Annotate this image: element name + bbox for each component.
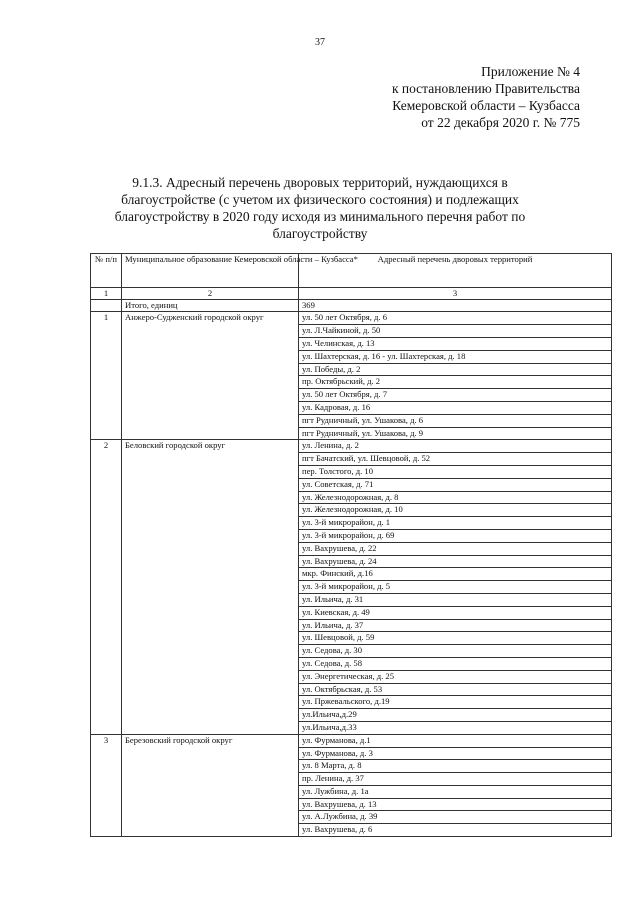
- address-cell: ул. 3-й микрорайон, д. 1: [299, 517, 612, 530]
- address-cell: ул. Железнодорожная, д. 10: [299, 504, 612, 517]
- address-cell: ул. Шахтерская, д. 16 - ул. Шахтерская, д. 18: [299, 350, 612, 363]
- address-cell: ул. 3-й микрорайон, д. 69: [299, 529, 612, 542]
- appendix-line-1: Приложение № 4: [481, 64, 580, 79]
- address-cell: ул. 3-й микрорайон, д. 5: [299, 581, 612, 594]
- address-cell: ул. Фурманова, д. 3: [299, 747, 612, 760]
- appendix-line-2: к постановлению Правительства: [391, 81, 580, 96]
- address-cell: ул. Вахрушева, д. 22: [299, 542, 612, 555]
- column-number-row: [91, 288, 612, 300]
- address-cell: пр. Октябрьский, д. 2: [299, 376, 612, 389]
- address-cell: ул.Ильича,д.29: [299, 709, 612, 722]
- address-cell: ул. Ильича, д. 37: [299, 619, 612, 632]
- column-number: 3: [299, 288, 612, 300]
- address-cell: ул. 50 лет Октября, д. 7: [299, 389, 612, 402]
- municipality-name: Анжеро-Судженский городской округ: [122, 312, 299, 440]
- table-row: [91, 312, 612, 325]
- address-cell: ул. Октябрьская, д. 53: [299, 683, 612, 696]
- table-row: [91, 734, 612, 747]
- address-cell: ул. Кадровая, д. 16: [299, 401, 612, 414]
- address-cell: пгт Рудничный, ул. Ушакова, д. 9: [299, 427, 612, 440]
- address-cell: ул. Седова, д. 58: [299, 657, 612, 670]
- address-cell: ул. Вахрушева, д. 6: [299, 824, 612, 837]
- page-number: 37: [315, 37, 325, 48]
- municipality-name: Беловский городской округ: [122, 440, 299, 734]
- address-cell: ул. Победы, д. 2: [299, 363, 612, 376]
- table-header-row: [91, 254, 612, 288]
- address-cell: мкр. Финский, д.16: [299, 568, 612, 581]
- address-cell: ул. Фурманова, д.1: [299, 734, 612, 747]
- appendix-line-3: Кемеровской области – Кузбасса: [392, 98, 580, 113]
- address-cell: ул. Ильича, д. 31: [299, 593, 612, 606]
- address-cell: ул. Седова, д. 30: [299, 645, 612, 658]
- row-number: 1: [91, 312, 122, 440]
- address-cell: ул. А.Лужбина, д. 39: [299, 811, 612, 824]
- address-cell: ул. Энергетическая, д. 25: [299, 670, 612, 683]
- address-cell: пер. Толстого, д. 10: [299, 465, 612, 478]
- address-cell: пр. Ленина, д. 37: [299, 773, 612, 786]
- table-row: [91, 440, 612, 453]
- appendix-block: [340, 63, 580, 131]
- address-cell: ул. Челинская, д. 13: [299, 338, 612, 351]
- total-value: 369: [299, 300, 612, 312]
- address-cell: ул. Советская, д. 71: [299, 478, 612, 491]
- total-num-cell: [91, 300, 122, 312]
- appendix-line-4: от 22 декабря 2020 г. № 775: [421, 115, 580, 130]
- address-cell: ул.Ильича,д.33: [299, 721, 612, 734]
- address-cell: пгт Рудничный, ул. Ушакова, д. 6: [299, 414, 612, 427]
- address-cell: пгт Бачатский, ул. Шевцовой, д. 52: [299, 453, 612, 466]
- address-cell: ул. Лужбина, д. 1а: [299, 785, 612, 798]
- row-number: 3: [91, 734, 122, 836]
- header-municipality: Муниципальное образование Кемеровской области – Кузбасса*: [122, 254, 299, 288]
- address-cell: ул. Вахрушева, д. 13: [299, 798, 612, 811]
- address-cell: ул. Ленина, д. 2: [299, 440, 612, 453]
- section-title: 9.1.3. Адресный перечень дворовых территорий, нуждающихся в благоустройстве (с учетом их физического состояния) и подлежащих благоустройству в 2020 году исходя из минимального перечня работ по благоустройству: [114, 175, 526, 241]
- header-num: № п/п: [91, 254, 122, 288]
- address-cell: ул. Киевская, д. 49: [299, 606, 612, 619]
- municipality-name: Березовский городской округ: [122, 734, 299, 836]
- address-cell: ул. Вахрушева, д. 24: [299, 555, 612, 568]
- address-cell: ул. Железнодорожная, д. 8: [299, 491, 612, 504]
- address-table: [90, 253, 612, 837]
- column-number: 2: [122, 288, 299, 300]
- column-number: 1: [91, 288, 122, 300]
- header-addresses: Адресный перечень дворовых территорий: [299, 254, 612, 288]
- row-number: 2: [91, 440, 122, 734]
- address-cell: ул. 50 лет Октября, д. 6: [299, 312, 612, 325]
- total-row: [91, 300, 612, 312]
- address-cell: ул. Шевцовой, д. 59: [299, 632, 612, 645]
- total-label: Итого, единиц: [122, 300, 299, 312]
- address-cell: ул. Пржевальского, д.19: [299, 696, 612, 709]
- address-cell: ул. Л.Чайкиной, д. 50: [299, 325, 612, 338]
- address-cell: ул. 8 Марта, д. 8: [299, 760, 612, 773]
